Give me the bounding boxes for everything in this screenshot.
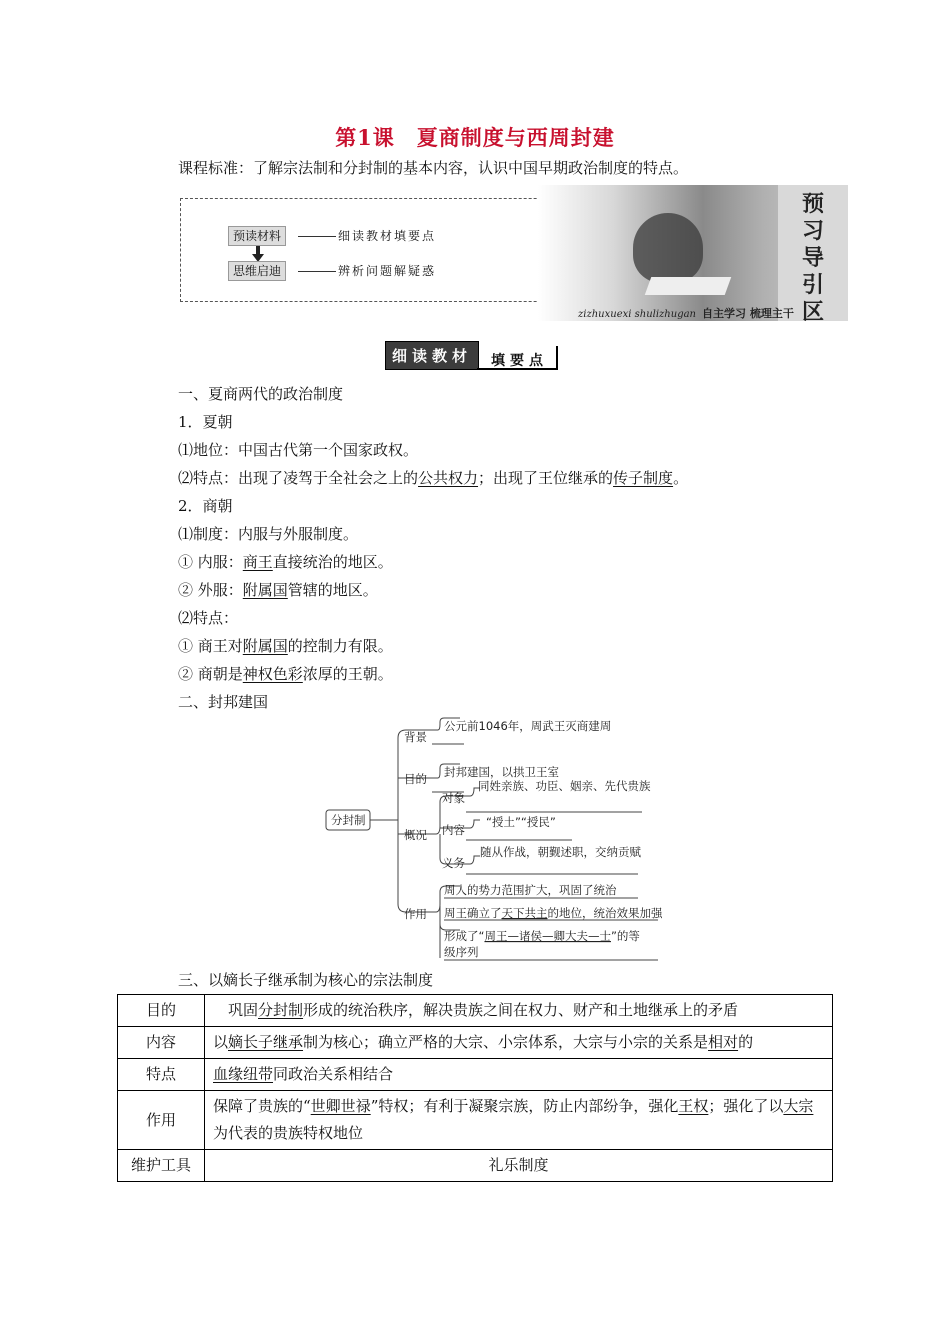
text: ② 外服： xyxy=(178,581,243,599)
row-value xyxy=(205,1059,833,1091)
text: 形成的统治秩序，解决贵族之间在权力、财产和土地继承上的矛盾 xyxy=(303,1001,739,1019)
text: 以 xyxy=(213,1033,229,1051)
heading-1: 一、夏商两代的政治制度 xyxy=(178,385,344,403)
text: ；出现了王位继承的 xyxy=(478,469,614,487)
row-value xyxy=(205,1091,833,1150)
answer-blank: 附属国 xyxy=(242,637,288,655)
preview-banner xyxy=(178,185,848,325)
text: 浓厚的王朝。 xyxy=(302,665,393,683)
heading-xia: 1．夏朝 xyxy=(178,413,233,431)
text: 的 xyxy=(738,1033,754,1051)
feature-1 xyxy=(178,635,393,656)
shang-feature: ⑵特点： xyxy=(178,609,239,627)
label-purpose: 目的 xyxy=(404,772,427,786)
text: ⑵特点：出现了凌驾于全社会之上的 xyxy=(178,469,419,487)
answer-blank: 血缘纽带 xyxy=(213,1065,274,1083)
text: 管辖的地区。 xyxy=(287,581,378,599)
answer-blank: 公共权力 xyxy=(418,469,479,487)
fengjian-mindmap xyxy=(320,710,680,965)
label-effect: 作用 xyxy=(404,907,427,921)
section-header-dark: 细读教材 xyxy=(385,341,479,370)
xia-position: ⑴地位：中国古代第一个国家政权。 xyxy=(178,441,419,459)
row-value xyxy=(205,1027,833,1059)
answer-blank: 传子制度 xyxy=(613,469,674,487)
answer-blank: 嫡长子继承 xyxy=(228,1033,304,1051)
duty-text: 随从作战，朝觐述职，交纳贡赋 xyxy=(480,845,641,859)
step-thinking: 思维启迪 xyxy=(228,261,286,281)
table-row xyxy=(118,995,833,1027)
text: ① 商王对 xyxy=(178,637,243,655)
answer-blank: 王权 xyxy=(678,1097,709,1115)
text: ② 商朝是 xyxy=(178,665,243,683)
row-header: 内容 xyxy=(118,1027,205,1059)
text: 保障了贵族的“ xyxy=(213,1097,311,1115)
content-text: “授土”“授民” xyxy=(486,815,556,829)
text: 制为核心；确立严格的大宗、小宗体系，大宗与小宗的关系是 xyxy=(303,1033,709,1051)
zongfa-table xyxy=(117,994,833,1182)
curriculum-standard: 课程标准：了解宗法制和分封制的基本内容，认识中国早期政治制度的特点。 xyxy=(178,159,689,177)
side-char: 预 xyxy=(801,191,824,217)
label-object: 对象 xyxy=(442,791,465,805)
text: 同政治关系相结合 xyxy=(273,1065,394,1083)
text: 形成了“ xyxy=(444,929,485,943)
answer-blank: 商王 xyxy=(242,553,273,571)
heading-shang: 2．商朝 xyxy=(178,497,233,515)
connector-line xyxy=(298,236,336,237)
answer-blank: 分封制 xyxy=(258,1001,304,1019)
row-header: 维护工具 xyxy=(118,1150,205,1182)
table-row xyxy=(118,1059,833,1091)
text: 的地位，统治效果加强 xyxy=(547,906,663,920)
effect-3-cont: 级序列 xyxy=(444,945,479,959)
feature-2 xyxy=(178,663,393,684)
step-preread-desc: 细读教材填要点 xyxy=(338,229,437,243)
shang-system: ⑴制度：内服与外服制度。 xyxy=(178,525,359,543)
row-header: 作用 xyxy=(118,1091,205,1150)
side-char: 引 xyxy=(801,272,824,298)
neifu-line xyxy=(178,551,393,572)
answer-blank: 相对 xyxy=(708,1033,739,1051)
label-duty: 义务 xyxy=(442,856,465,870)
preview-guide-label xyxy=(778,185,848,325)
effect-3 xyxy=(444,929,640,943)
row-value xyxy=(205,995,833,1027)
arrow-down-icon xyxy=(252,246,264,262)
background-text: 公元前1046年，周武王灭商建周 xyxy=(444,719,612,733)
answer-blank: 大宗 xyxy=(783,1097,814,1115)
text: ① 内服： xyxy=(178,553,243,571)
table-row xyxy=(118,1027,833,1059)
answer-blank: 附属国 xyxy=(242,581,288,599)
answer-blank: 天下共主 xyxy=(501,906,548,920)
effect-2 xyxy=(444,906,663,920)
heading-3: 三、以嫡长子继承制为核心的宗法制度 xyxy=(178,971,434,989)
table-row xyxy=(118,1091,833,1150)
text: 为代表的贵族特权地位 xyxy=(213,1124,364,1142)
side-char: 习 xyxy=(801,218,824,244)
text: 。 xyxy=(673,469,689,487)
reading-person-image xyxy=(633,213,703,283)
heading-2: 二、封邦建国 xyxy=(178,693,269,711)
answer-blank: 世卿世禄 xyxy=(310,1097,371,1115)
row-header: 特点 xyxy=(118,1059,205,1091)
text: 直接统治的地区。 xyxy=(272,553,393,571)
purpose-text: 封邦建国，以拱卫王室 xyxy=(444,765,559,779)
xia-feature xyxy=(178,467,688,488)
row-value: 礼乐制度 xyxy=(205,1150,833,1182)
section-header-light: 填要点 xyxy=(477,346,558,370)
table-row xyxy=(118,1150,833,1182)
section-header xyxy=(385,344,558,370)
row-header: 目的 xyxy=(118,995,205,1027)
side-char: 区 xyxy=(801,299,824,325)
book-image xyxy=(645,277,732,295)
banner-caption xyxy=(578,305,794,321)
lesson-title: 第1课 夏商制度与西周封建 xyxy=(335,125,615,150)
text: 巩固 xyxy=(228,1001,259,1019)
connector-line xyxy=(298,271,336,272)
text: 的控制力有限。 xyxy=(287,637,393,655)
label-content: 内容 xyxy=(442,823,465,837)
answer-blank: 周王—诸侯—卿大夫—士 xyxy=(484,929,611,943)
text: ；强化了以 xyxy=(708,1097,784,1115)
waifu-line xyxy=(178,579,378,600)
caption-pinyin: zizhuxuexi shulizhugan xyxy=(578,309,696,320)
mindmap-root: 分封制 xyxy=(331,813,366,827)
object-text: 同姓亲族、功臣、姻亲、先代贵族 xyxy=(478,779,651,793)
answer-blank: 神权色彩 xyxy=(242,665,303,683)
step-thinking-desc: 辨析问题解疑惑 xyxy=(338,264,437,278)
step-preread: 预读材料 xyxy=(228,226,286,246)
text: 周王确立了 xyxy=(444,906,502,920)
effect-1: 周人的势力范围扩大，巩固了统治 xyxy=(444,883,617,897)
text: ”的等 xyxy=(610,929,640,943)
side-char: 导 xyxy=(801,245,824,271)
text: ”特权；有利于凝聚宗族，防止内部纷争，强化 xyxy=(370,1097,679,1115)
label-background: 背景 xyxy=(404,730,427,744)
caption-chinese: 自主学习 梳理主干 xyxy=(702,307,794,320)
label-overview: 概况 xyxy=(404,828,427,842)
